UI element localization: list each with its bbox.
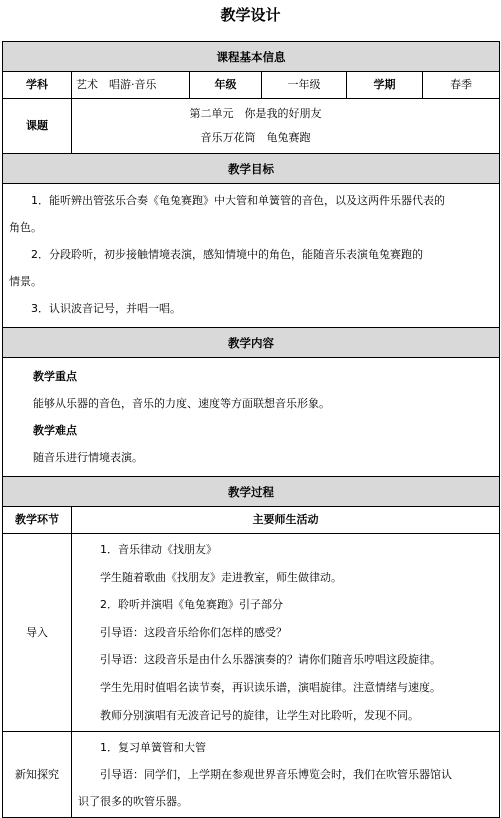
topic-line-1: 第二单元 你是我的好朋友 (189, 107, 322, 120)
stage-name: 新知探究 (3, 732, 72, 818)
objective-line: 情景。 (9, 275, 42, 288)
stage-name: 导入 (3, 534, 72, 732)
basic-info-header-row (3, 42, 500, 72)
content-section-title: 教学内容 (3, 328, 500, 358)
grade-label: 年级 (190, 72, 262, 99)
key-point-label: 教学重点 (33, 370, 77, 383)
difficulty-text: 随音乐进行情境表演。 (33, 451, 143, 464)
grade-value: 一年级 (262, 72, 347, 99)
activity-line: 教师分别演唱有无波音记号的旋律，让学生对比聆听，发现不同。 (100, 708, 419, 722)
process-section-title: 教学过程 (3, 477, 500, 507)
process-header-row (3, 477, 500, 507)
activity-line: 学生先用时值唱名读节奏，再识读乐谱，演唱旋律。注意情绪与速度。 (100, 680, 441, 694)
topic-value (72, 99, 500, 154)
content-row (3, 358, 500, 477)
activity-line: 引导语：同学们，上学期在参观世界音乐博览会时，我们在吹管乐器馆认 (100, 768, 452, 782)
activity-line: 识了很多的吹管乐器。 (78, 795, 188, 809)
activity-line: 2．聆听并演唱《龟兔赛跑》引子部分 (100, 598, 283, 612)
stage-activity (72, 732, 500, 818)
basic-info-section-title: 课程基本信息 (3, 42, 500, 72)
topic-row (3, 99, 500, 154)
document-title: 教学设计 (220, 6, 281, 24)
process-columns-row (3, 507, 500, 534)
objective-line: 角色。 (9, 221, 42, 234)
objectives-section-title: 教学目标 (3, 154, 500, 184)
content-body (3, 358, 500, 477)
objectives-body (3, 184, 500, 328)
activity-line: 1．复习单簧管和大管 (100, 741, 206, 755)
activity-line: 学生随着歌曲《找朋友》走进教室，师生做律动。 (100, 570, 342, 584)
lesson-plan-table (2, 41, 500, 818)
activity-line: 引导语：这段音乐是由什么乐器演奏的？请你们随音乐哼唱这段旋律。 (100, 653, 441, 667)
key-point-text: 能够从乐器的音色，音乐的力度、速度等方面联想音乐形象。 (33, 397, 330, 410)
basic-info-row (3, 72, 500, 99)
objective-line: 2．分段聆听，初步接触情境表演，感知情境中的角色，能随音乐表演龟兔赛跑的 (31, 248, 423, 261)
activity-column-header: 主要师生活动 (72, 507, 500, 534)
difficulty-label: 教学难点 (33, 424, 77, 437)
topic-label: 课题 (3, 99, 72, 154)
stage-column-header: 教学环节 (3, 507, 72, 534)
stage-row-intro (3, 534, 500, 732)
activity-line: 1．音乐律动《找朋友》 (100, 543, 217, 556)
term-label: 学期 (347, 72, 423, 99)
content-header-row (3, 328, 500, 358)
stage-row-explore (3, 732, 500, 818)
objectives-row (3, 184, 500, 328)
objective-line: 1．能听辨出管弦乐合奏《龟兔赛跑》中大管和单簧管的音色，以及这两件乐器代表的 (31, 194, 445, 207)
objective-line: 3．认识波音记号，并唱一唱。 (31, 302, 181, 315)
subject-label: 学科 (3, 72, 72, 99)
stage-activity (72, 534, 500, 732)
objectives-header-row (3, 154, 500, 184)
term-value: 春季 (423, 72, 500, 99)
activity-line: 引导语：这段音乐给你们怎样的感受？ (100, 625, 287, 639)
topic-line-2: 音乐万花筒 龟兔赛跑 (200, 131, 311, 144)
subject-value: 艺术 唱游·音乐 (72, 72, 190, 99)
